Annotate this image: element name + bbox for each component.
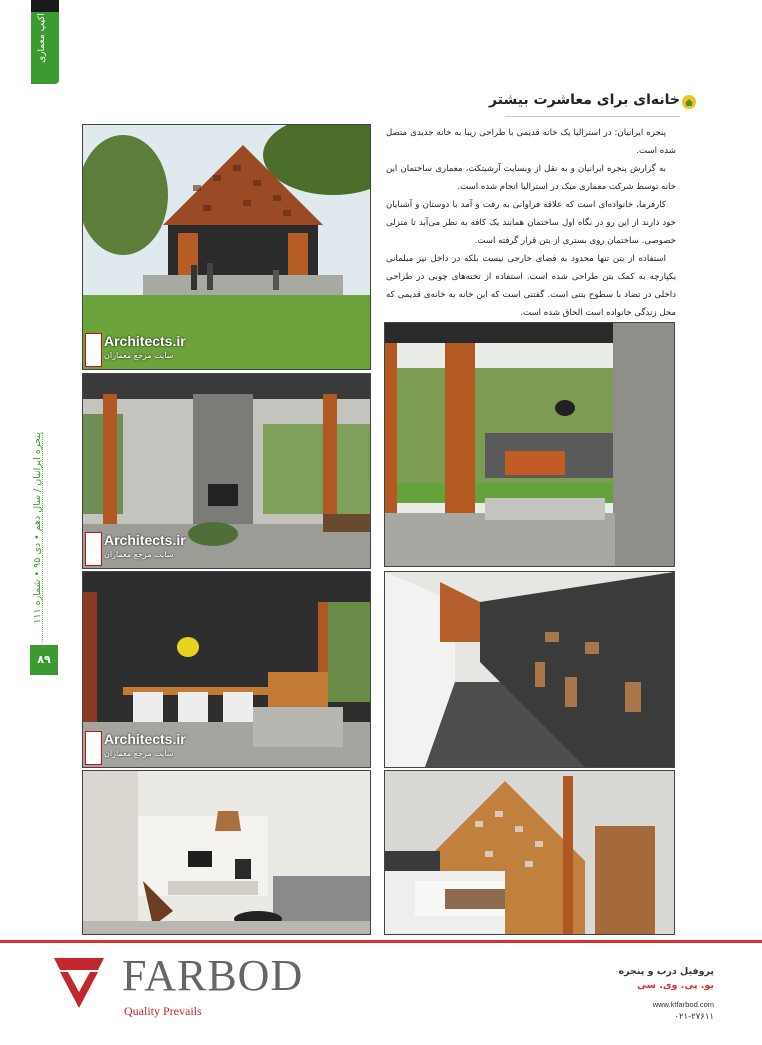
article-body: [386, 124, 676, 324]
watermark: [85, 532, 186, 566]
article-paragraph: پنجره ایرانیان: در استرالیا یک خانه قدیمی با طراحی زیبا به خانه جدیدی متصل شده است.: [386, 128, 676, 156]
photo-exterior: [82, 124, 371, 370]
photo-living-room: [82, 770, 371, 935]
ad-brand: FARBOD: [122, 951, 304, 1000]
article-paragraph: استفاده از بتن تنها محدود به فضای خارجی نیست بلکه در داخل نیز مبلمانی یکپارچه به کمک بتن طراحی شده است. استفاده از تخته‌های چوبی در طراحی داخلی در تضاد با سطوح بتنی است. گفتنی است که این خانه به خانه‌ی قدیمی که محل زندگی خانواده است الحاق شده است.: [386, 254, 676, 318]
watermark: [85, 333, 186, 367]
ad-phone: ۰۲۱-۲۷۶۱۱: [674, 1012, 714, 1022]
article-paragraph: کارفرما، خانواده‌ای است که علاقه فراوانی به رفت و آمد با دوستان و آشنایان خود دارند از این رو در نگاه اول ساختمان همانند یک کافه به نظر می‌آید تا منزلی خصوصی. ساختمان روی بستری از بتن قرار گرفته است.: [386, 200, 676, 246]
photo-shelving: [384, 571, 675, 768]
article-heading: [489, 92, 680, 114]
photo-bedroom: [384, 770, 675, 935]
watermark-subtitle: سایت مرجع معماران: [104, 351, 174, 360]
ad-title: پروفیل درب و پنجره: [618, 966, 714, 977]
article-title: خانه‌ای برای معاشرت بیشتر: [489, 92, 680, 108]
issue-info: پنجره ایرانیان / سال دهم • دی ۹۵ • شماره ۱۱۱: [32, 432, 43, 624]
watermark-logo: [85, 731, 102, 765]
watermark-subtitle: سایت مرجع معماران: [104, 749, 174, 758]
farbod-logo-icon: [48, 950, 110, 1012]
section-tab-top: [31, 0, 59, 12]
watermark-subtitle: سایت مرجع معماران: [104, 550, 174, 559]
watermark-logo: [85, 532, 102, 566]
photo-fireplace: [82, 373, 371, 569]
photo-garden-view: [384, 322, 675, 567]
watermark-name: Architects.ir: [104, 333, 186, 349]
footer-rule: [0, 940, 762, 943]
photo-dining: [82, 571, 371, 768]
house-icon: [682, 95, 696, 109]
page-number: ۸۹: [30, 645, 58, 675]
ad-tagline: Quality Prevails: [124, 1004, 202, 1018]
article-paragraph: به گزارش پنجره ایرانیان و به نقل از وبسایت آرشیتکت، معماری ساختمان این خانه توسط شرکت معماری میک در استرالیا انجام شده است.: [386, 164, 676, 192]
section-tab-label: اکیپ معماری: [37, 13, 47, 63]
watermark: [85, 731, 186, 765]
watermark-name: Architects.ir: [104, 731, 186, 747]
watermark-logo: [85, 333, 102, 367]
ad-url[interactable]: www.ktfarbod.com: [652, 1000, 714, 1009]
ad-subtitle: یو. پی. وی. سی: [636, 980, 714, 991]
heading-rule: [505, 116, 680, 117]
watermark-name: Architects.ir: [104, 532, 186, 548]
